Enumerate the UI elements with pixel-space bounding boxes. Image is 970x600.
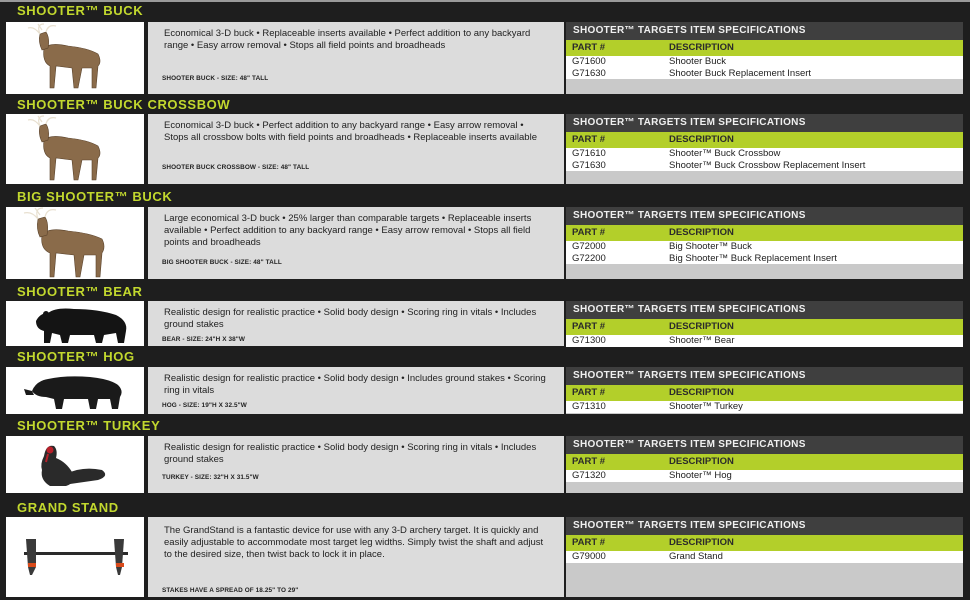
section-title: SHOOTER™ TURKEY: [17, 418, 161, 433]
product-image: [6, 207, 144, 279]
part-description: Shooter™ Bear: [669, 335, 735, 346]
product-description: Realistic design for realistic practice • Solid body design • Includes ground stakes • Scoring ring in vitals: [164, 373, 546, 396]
product-size: BEAR - SIZE: 24"H X 38"W: [162, 336, 246, 343]
spec-table: [566, 517, 963, 597]
spec-column-headers: [566, 385, 963, 401]
spec-table: [566, 22, 963, 94]
section-shooter-bear: [0, 283, 970, 349]
part-number: G71300: [572, 335, 606, 346]
hog-target-icon: [6, 367, 144, 414]
product-image: [6, 436, 144, 493]
section-shooter-buck: [0, 0, 970, 96]
big-buck-target-icon: [6, 207, 144, 279]
col-part-header: PART #: [572, 134, 606, 145]
description-box: [148, 22, 564, 94]
product-size: SHOOTER BUCK - SIZE: 48" TALL: [162, 75, 269, 82]
description-box: [148, 301, 564, 346]
spec-title: SHOOTER™ TARGETS ITEM SPECIFICATIONS: [566, 301, 963, 319]
spec-title: SHOOTER™ TARGETS ITEM SPECIFICATIONS: [566, 517, 963, 535]
col-part-header: PART #: [572, 387, 606, 398]
section-title: SHOOTER™ BEAR: [17, 284, 143, 299]
spec-row: [566, 68, 963, 80]
product-image: [6, 517, 144, 597]
part-number: G79000: [572, 551, 606, 562]
product-description: Realistic design for realistic practice • Solid body design • Scoring ring in vitals • Includes ground stakes: [164, 442, 537, 465]
description-box: [148, 367, 564, 414]
product-image: [6, 301, 144, 346]
product-description: The GrandStand is a fantastic device for use with any 3-D archery target. It is quickly and easily adjustable to accommodate most target leg widths. Simply twist the shaft and adjust to the desired size, then twist back to lock it in place.: [164, 525, 544, 560]
product-size: HOG - SIZE: 19"H X 32.5"W: [162, 402, 247, 409]
spec-title: SHOOTER™ TARGETS ITEM SPECIFICATIONS: [566, 436, 963, 454]
part-description: Big Shooter™ Buck: [669, 241, 752, 252]
description-box: [148, 114, 564, 184]
product-size: TURKEY - SIZE: 32"H X 31.5"W: [162, 474, 259, 481]
spec-rows: [566, 470, 963, 482]
spec-row: [566, 470, 963, 482]
part-description: Shooter™ Buck Crossbow Replacement Insert: [669, 159, 866, 171]
spec-table: [566, 301, 963, 346]
product-size: SHOOTER BUCK CROSSBOW - SIZE: 48" TALL: [162, 164, 310, 171]
spec-table: [566, 436, 963, 493]
product-image: [6, 367, 144, 414]
spec-row: [566, 253, 963, 265]
part-description: Shooter™ Buck Crossbow: [669, 148, 781, 159]
product-image: [6, 114, 144, 184]
grand-stand-icon: [6, 517, 144, 597]
col-description-header: DESCRIPTION: [669, 537, 734, 548]
section-title: GRAND STAND: [17, 500, 119, 515]
part-number: G71610: [572, 148, 606, 159]
product-description: Realistic design for realistic practice • Solid body design • Scoring ring in vitals • Includes ground stakes: [164, 307, 537, 330]
section-big-shooter-buck: [0, 188, 970, 283]
product-description: Economical 3-D buck • Perfect addition to any backyard range • Easy arrow removal • Stops all crossbow bolts with field points and broadheads • Replaceable inserts available: [164, 120, 537, 143]
part-description: Shooter Buck: [669, 56, 727, 67]
product-size: STAKES HAVE A SPREAD OF 18.25" TO 29": [162, 587, 299, 594]
part-description: Shooter™ Hog: [669, 470, 732, 481]
spec-rows: [566, 335, 963, 347]
section-shooter-buck-crossbow: [0, 96, 970, 188]
section-shooter-hog: [0, 349, 970, 417]
bear-target-icon: [6, 301, 144, 346]
spec-title: SHOOTER™ TARGETS ITEM SPECIFICATIONS: [566, 367, 963, 385]
part-description: Big Shooter™ Buck Replacement Insert: [669, 252, 837, 264]
spec-table: [566, 207, 963, 279]
spec-column-headers: [566, 225, 963, 241]
part-number: G72000: [572, 241, 606, 252]
part-description: Grand Stand: [669, 551, 723, 562]
spec-title: SHOOTER™ TARGETS ITEM SPECIFICATIONS: [566, 22, 963, 40]
product-description: Large economical 3-D buck • 25% larger than comparable targets • Replaceable inserts available • Perfect addition to any backyard range • Easy arrow removal • Stops all field points and broadheads: [164, 213, 532, 248]
turkey-target-icon: [6, 436, 144, 493]
description-box: [148, 436, 564, 493]
col-part-header: PART #: [572, 321, 606, 332]
part-number: G71630: [572, 159, 606, 171]
spec-rows: [566, 148, 963, 171]
col-description-header: DESCRIPTION: [669, 456, 734, 467]
part-number: G71630: [572, 67, 606, 79]
col-description-header: DESCRIPTION: [669, 227, 734, 238]
col-description-header: DESCRIPTION: [669, 321, 734, 332]
col-part-header: PART #: [572, 456, 606, 467]
spec-row: [566, 551, 963, 563]
col-description-header: DESCRIPTION: [669, 387, 734, 398]
section-title: SHOOTER™ HOG: [17, 349, 135, 364]
spec-column-headers: [566, 132, 963, 148]
section-title: SHOOTER™ BUCK CROSSBOW: [17, 97, 231, 112]
part-number: G71310: [572, 401, 606, 412]
spec-row: [566, 241, 963, 253]
part-number: G71600: [572, 56, 606, 67]
section-title: SHOOTER™ BUCK: [17, 3, 144, 18]
part-description: Shooter™ Turkey: [669, 401, 743, 412]
section-title: BIG SHOOTER™ BUCK: [17, 189, 173, 204]
spec-title: SHOOTER™ TARGETS ITEM SPECIFICATIONS: [566, 114, 963, 132]
buck-crossbow-target-icon: [6, 114, 144, 184]
buck-target-icon: [6, 22, 144, 94]
spec-table: [566, 114, 963, 184]
spec-row: [566, 148, 963, 160]
spec-row: [566, 56, 963, 68]
part-number: G72200: [572, 252, 606, 264]
spec-title: SHOOTER™ TARGETS ITEM SPECIFICATIONS: [566, 207, 963, 225]
spec-row: [566, 335, 963, 347]
product-description: Economical 3-D buck • Replaceable inserts available • Perfect addition to any backyard range • Easy arrow removal • Stops all field points and broadheads: [164, 28, 531, 51]
description-box: [148, 517, 564, 597]
section-grand-stand: [0, 497, 970, 600]
spec-rows: [566, 241, 963, 264]
product-image: [6, 22, 144, 94]
spec-row: [566, 401, 963, 413]
spec-column-headers: [566, 535, 963, 551]
col-part-header: PART #: [572, 42, 606, 53]
part-description: Shooter Buck Replacement Insert: [669, 67, 812, 79]
section-shooter-turkey: [0, 417, 970, 497]
col-description-header: DESCRIPTION: [669, 134, 734, 145]
spec-rows: [566, 401, 963, 413]
col-part-header: PART #: [572, 227, 606, 238]
spec-column-headers: [566, 454, 963, 470]
spec-table: [566, 367, 963, 414]
spec-row: [566, 160, 963, 172]
col-description-header: DESCRIPTION: [669, 42, 734, 53]
part-number: G71320: [572, 470, 606, 481]
col-part-header: PART #: [572, 537, 606, 548]
spec-rows: [566, 56, 963, 79]
product-size: BIG SHOOTER BUCK - SIZE: 48" TALL: [162, 259, 282, 266]
spec-rows: [566, 551, 963, 563]
description-box: [148, 207, 564, 279]
spec-column-headers: [566, 319, 963, 335]
spec-column-headers: [566, 40, 963, 56]
